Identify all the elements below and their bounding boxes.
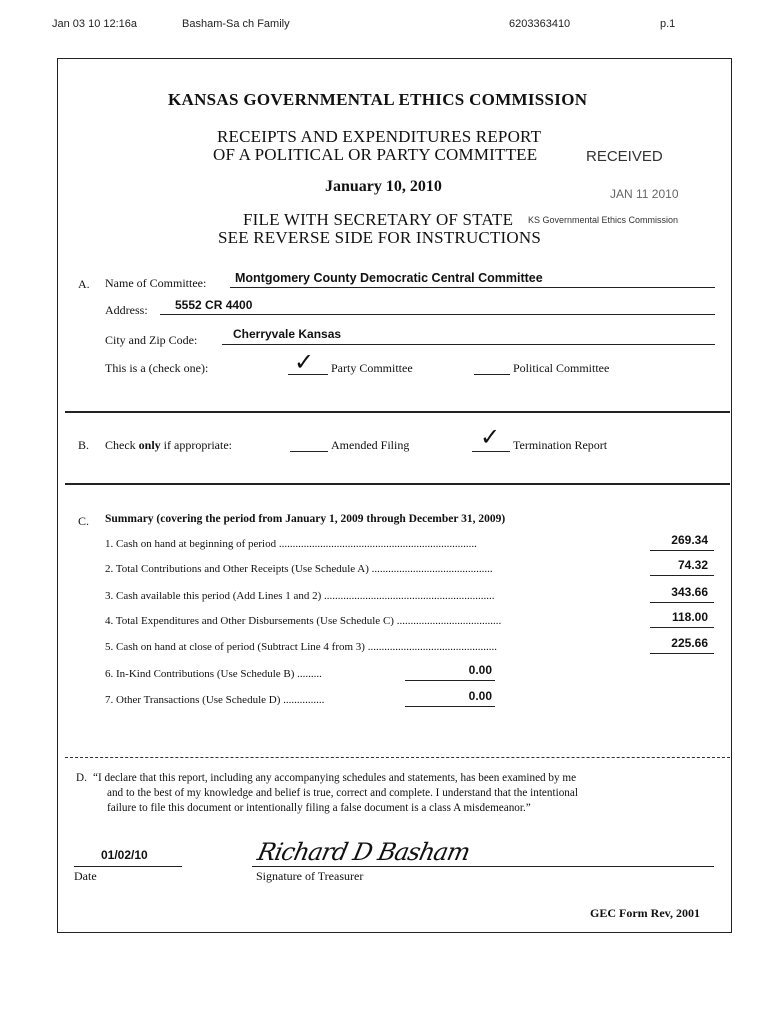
declaration-line-2: and to the best of my knowledge and belief is true, correct and complete. I understand that the intentional — [107, 787, 578, 799]
only-word: only — [138, 438, 161, 452]
summary-line-7-label: 7. Other Transactions (Use Schedule D) ............... — [105, 694, 325, 706]
section-a-letter: A. — [78, 277, 90, 291]
reverse-side-instruction: SEE REVERSE SIDE FOR INSTRUCTIONS — [218, 228, 542, 247]
summary-line-5-value: 225.66 — [671, 636, 708, 650]
address-label: Address: — [105, 303, 148, 317]
fax-page: p.1 — [660, 18, 676, 30]
file-with-instruction: FILE WITH SECRETARY OF STATE — [243, 210, 514, 229]
amended-filing-line[interactable] — [290, 451, 328, 452]
termination-report-line — [472, 451, 510, 452]
summary-line-4-rule — [650, 627, 714, 628]
treasurer-signature: Richard D Basham — [255, 838, 473, 866]
summary-line-4-label: 4. Total Expenditures and Other Disbursements (Use Schedule C) ...................................... — [105, 615, 502, 627]
declaration-line-1: “I declare that this report, including any accompanying schedules and statements, has been examined by me — [93, 772, 577, 784]
section-divider-cd — [65, 757, 730, 758]
party-committee-label: Party Committee — [331, 361, 413, 375]
summary-heading: Summary (covering the period from January 1, 2009 through December 31, 2009) — [105, 513, 506, 525]
party-committee-line — [288, 374, 328, 375]
committee-type-label: This is a (check one): — [105, 361, 209, 375]
summary-line-3-rule — [650, 602, 714, 603]
summary-line-3-value: 343.66 — [671, 585, 708, 599]
section-divider-ab — [65, 411, 730, 413]
summary-line-1-rule — [650, 550, 714, 551]
summary-line-3-label: 3. Cash available this period (Add Lines 1 and 2) .............................................................. — [105, 590, 495, 602]
section-d-letter: D. — [76, 772, 87, 784]
fax-sender: Basham-Sa ch Family — [182, 18, 290, 30]
committee-name-value: Montgomery County Democratic Central Committee — [235, 271, 543, 285]
address-line — [160, 314, 715, 315]
city-zip-value: Cherryvale Kansas — [233, 327, 342, 341]
signature-date-value: 01/02/10 — [101, 848, 148, 862]
report-subtitle-1: RECEIPTS AND EXPENDITURES REPORT — [217, 127, 542, 146]
form-revision: GEC Form Rev, 2001 — [590, 906, 700, 920]
section-divider-bc — [65, 483, 730, 485]
signature-line — [252, 866, 714, 867]
summary-line-6-rule — [405, 680, 495, 681]
termination-report-label: Termination Report — [513, 438, 608, 452]
summary-line-2-label: 2. Total Contributions and Other Receipts (Use Schedule A) ............................................ — [105, 563, 493, 575]
fax-datetime: Jan 03 10 12:16a — [52, 18, 138, 30]
received-stamp-date: JAN 11 2010 — [610, 187, 679, 201]
date-label: Date — [74, 869, 97, 883]
summary-line-4-value: 118.00 — [671, 610, 708, 624]
summary-line-2-rule — [650, 575, 714, 576]
declaration-line-3: failure to file this document or intentionally filing a false document is a class A misdemeanor.” — [107, 802, 531, 814]
check-word: Check — [105, 438, 136, 452]
address-value: 5552 CR 4400 — [175, 298, 253, 312]
summary-line-6-value: 0.00 — [468, 663, 492, 677]
section-b-letter: B. — [78, 438, 90, 452]
city-zip-label: City and Zip Code: — [105, 333, 198, 347]
signature-label: Signature of Treasurer — [256, 869, 364, 883]
summary-line-6-label: 6. In-Kind Contributions (Use Schedule B) ......... — [105, 668, 322, 680]
city-zip-line — [222, 344, 715, 345]
commission-title: KANSAS GOVERNMENTAL ETHICS COMMISSION — [168, 90, 588, 109]
check-if-appropriate-label — [105, 438, 232, 453]
if-appropriate-word: if appropriate: — [163, 438, 232, 452]
report-date: January 10, 2010 — [325, 178, 442, 195]
date-line — [74, 866, 182, 867]
received-stamp-org: KS Governmental Ethics Commission — [528, 215, 679, 225]
summary-line-1-value: 269.34 — [671, 533, 708, 547]
section-c-letter: C. — [78, 514, 90, 528]
summary-line-5-label: 5. Cash on hand at close of period (Subtract Line 4 from 3) ............................................... — [105, 641, 497, 653]
amended-filing-label: Amended Filing — [331, 438, 410, 452]
party-committee-check[interactable]: ✓ — [294, 348, 315, 376]
fax-phone: 6203363410 — [509, 18, 571, 30]
summary-line-2-value: 74.32 — [677, 558, 708, 572]
termination-report-check[interactable]: ✓ — [480, 423, 501, 451]
summary-line-5-rule — [650, 653, 714, 654]
summary-line-7-value: 0.00 — [468, 689, 492, 703]
committee-name-line — [230, 287, 715, 288]
committee-name-label: Name of Committee: — [105, 276, 207, 290]
summary-line-1-label: 1. Cash on hand at beginning of period ........................................................................ — [105, 538, 477, 550]
summary-line-7-rule — [405, 706, 495, 707]
political-committee-label: Political Committee — [513, 361, 610, 375]
report-subtitle-2: OF A POLITICAL OR PARTY COMMITTEE — [213, 145, 538, 164]
received-stamp: RECEIVED — [586, 148, 663, 165]
political-committee-line[interactable] — [474, 374, 510, 375]
